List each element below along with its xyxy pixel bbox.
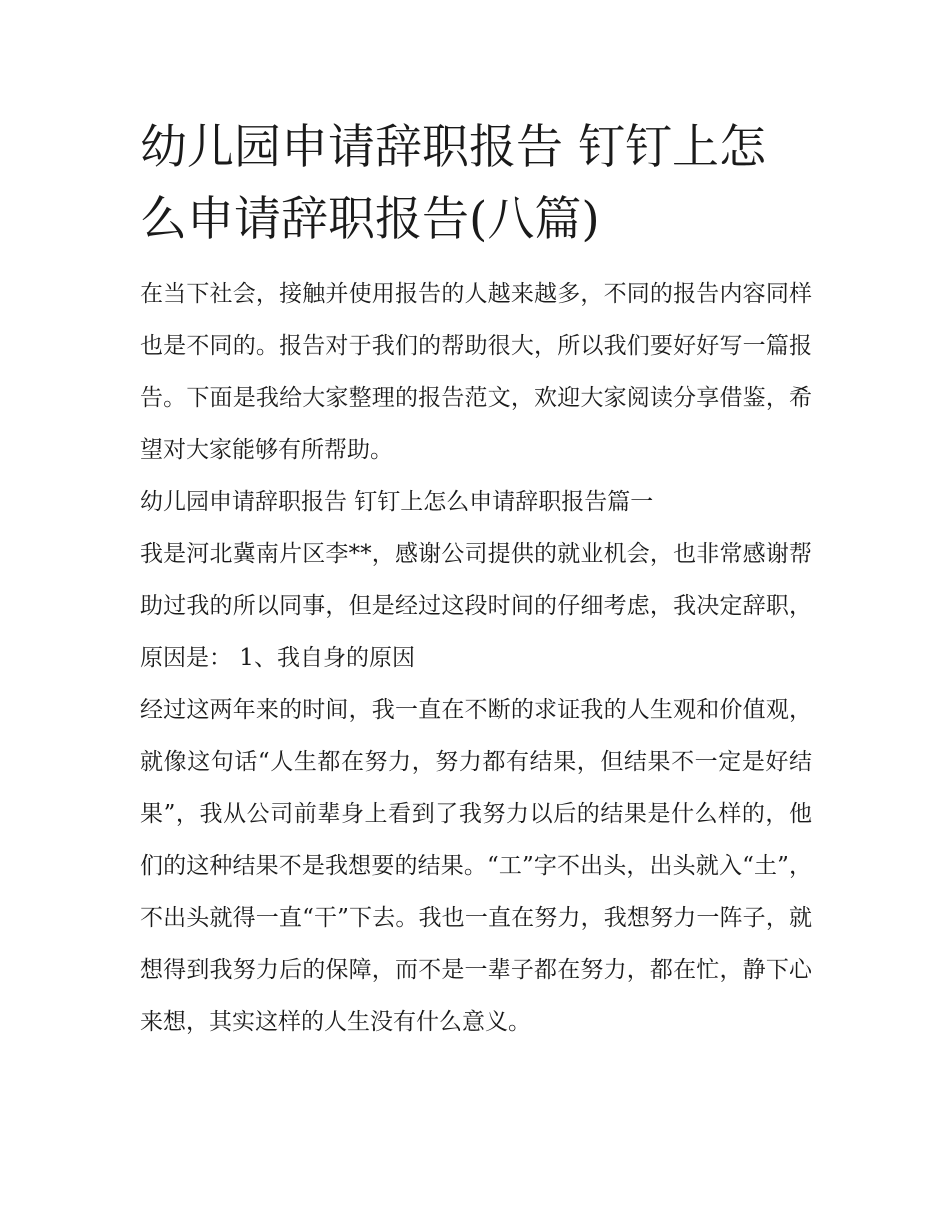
intro-paragraph: 在当下社会，接触并使用报告的人越来越多，不同的报告内容同样也是不同的。报告对于我们的帮助很大，所以我们要好好写一篇报告。下面是我给大家整理的报告范文，欢迎大家阅读分享借鉴，希望对大家能够有所帮助。	[140, 281, 812, 463]
section-heading: 幼儿园申请辞职报告 钉钉上怎么申请辞职报告篇一	[140, 489, 654, 515]
body-paragraph: 经过这两年来的时间，我一直在不断的求证我的人生观和价值观，就像这句话“人生都在努力，努力都有结果，但结果不一定是好结果”，我从公司前辈身上看到了我努力以后的结果是什么样的，他们的这种结果不是我想要的结果。“工”字不出头，出头就入“土”，不出头就得一直“干”下去。我也一直在努力，我想努力一阵子，就想得到我努力后的保障，而不是一辈子都在努力，都在忙，静下心来想，其实这样的人生没有什么意义。	[140, 697, 812, 1035]
document-body	[140, 112, 812, 1048]
document-title: 幼儿园申请辞职报告 钉钉上怎么申请辞职报告(八篇)	[140, 120, 766, 247]
body-paragraph: 我是河北冀南片区李**，感谢公司提供的就业机会，也非常感谢帮助过我的所以同事，但是经过这段时间的仔细考虑，我决定辞职，原因是： 1、我自身的原因	[140, 541, 812, 671]
